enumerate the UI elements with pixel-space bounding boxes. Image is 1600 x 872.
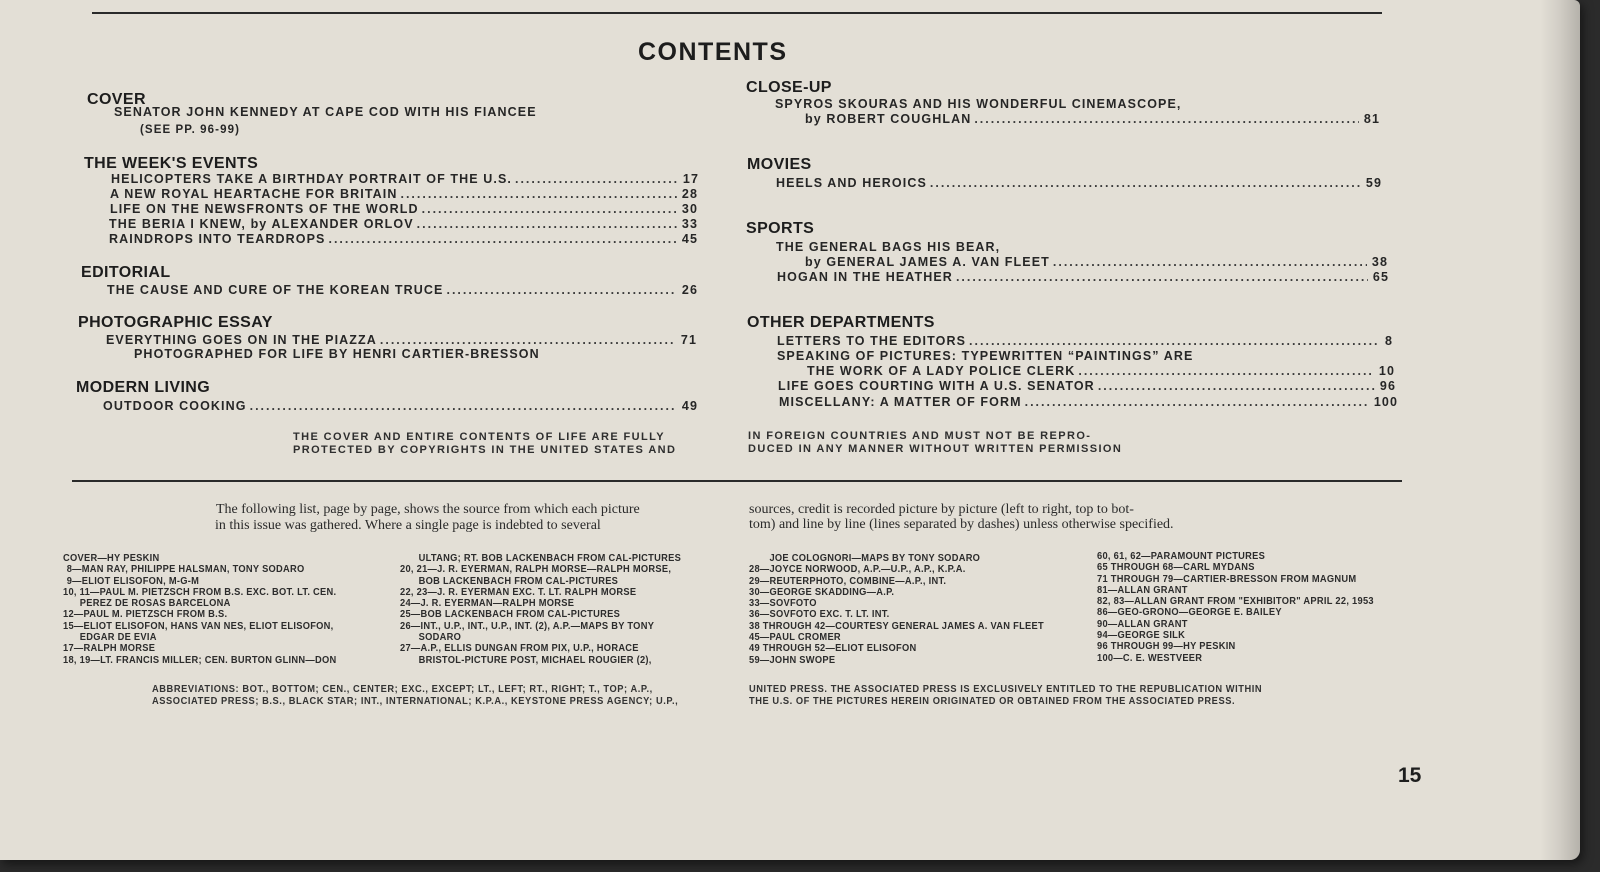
toc-entry-label: HOGAN IN THE HEATHER	[777, 270, 953, 284]
toc-entry[interactable]	[777, 334, 1393, 348]
toc-entry-page: 38	[1371, 255, 1388, 269]
toc-entry[interactable]	[110, 202, 698, 216]
toc-entry[interactable]	[107, 283, 698, 297]
page-spine-shadow	[1540, 0, 1580, 860]
credit-line: 100—C. E. WESTVEER	[1097, 652, 1203, 664]
credit-line: 49 THROUGH 52—ELIOT ELISOFON	[749, 643, 917, 655]
credit-line: 25—BOB LACKENBACH FROM CAL-PICTURES	[400, 609, 621, 621]
credit-line: 22, 23—J. R. EYERMAN EXC. T. LT. RALPH MORSE	[400, 586, 637, 598]
cover-line-1: SENATOR JOHN KENNEDY AT CAPE COD WITH HIS FIANCEE	[114, 105, 537, 119]
section-heading-movies: MOVIES	[747, 156, 812, 173]
leader-dots	[400, 187, 676, 201]
toc-entry[interactable]	[777, 270, 1389, 284]
credits-intro-right-2: tom) and line by line (lines separated by dashes) unless otherwise specified.	[749, 517, 1174, 532]
toc-entry-label: THE WORK OF A LADY POLICE CLERK	[807, 364, 1076, 378]
top-rule	[92, 12, 1382, 14]
credit-line: 45—PAUL CROMER	[749, 632, 841, 644]
copyright-notice-left-1: THE COVER AND ENTIRE CONTENTS OF LIFE ARE FULLY	[293, 431, 665, 443]
credit-line: BRISTOL-PICTURE POST, MICHAEL ROUGIER (2),	[418, 654, 652, 666]
toc-entry-page: 10	[1378, 364, 1395, 378]
credit-line: 82, 83—ALLAN GRANT FROM "EXHIBITOR" APRIL 22, 1953	[1097, 596, 1374, 608]
toc-entry-page: 65	[1372, 270, 1389, 284]
toc-entry-page: 45	[681, 232, 698, 246]
page-title: CONTENTS	[638, 38, 788, 66]
leader-dots	[515, 172, 678, 186]
credit-line: 36—SOVFOTO EXC. T. LT. INT.	[749, 609, 890, 621]
toc-entry[interactable]	[106, 333, 697, 347]
section-heading-other-departments: OTHER DEPARTMENTS	[747, 314, 935, 331]
speaking-of-pictures-line-1: SPEAKING OF PICTURES: TYPEWRITTEN “PAINTINGS” ARE	[777, 349, 1194, 363]
abbreviations-left-1: ABBREVIATIONS: BOT., BOTTOM; CEN., CENTER; EXC., EXCEPT; LT., LEFT; RT., RIGHT; T., TOP; A.P.,	[152, 684, 653, 695]
toc-entry-page: 8	[1384, 334, 1393, 348]
toc-entry-label: EVERYTHING GOES ON IN THE PIAZZA	[106, 333, 377, 347]
copyright-notice-left-2: PROTECTED BY COPYRIGHTS IN THE UNITED STATES AND	[293, 444, 677, 456]
leader-dots	[250, 399, 677, 413]
credits-intro-right-1: sources, credit is recorded picture by picture (left to right, top to bot-	[749, 502, 1134, 517]
leader-dots	[930, 176, 1361, 190]
leader-dots	[1053, 255, 1367, 269]
toc-entry-label: HEELS AND HEROICS	[776, 176, 927, 190]
toc-entry[interactable]	[779, 395, 1398, 409]
toc-entry-page: 96	[1379, 379, 1396, 393]
abbreviations-right-2: THE U.S. OF THE PICTURES HEREIN ORIGINATED OR OBTAINED FROM THE ASSOCIATED PRESS.	[749, 696, 1236, 707]
toc-entry-label: RAINDROPS INTO TEARDROPS	[109, 232, 326, 246]
credit-line: 12—PAUL M. PIETZSCH FROM B.S.	[63, 609, 228, 621]
toc-entry-label: MISCELLANY: A MATTER OF FORM	[779, 395, 1022, 409]
toc-entry-label: A NEW ROYAL HEARTACHE FOR BRITAIN	[110, 187, 398, 201]
sports-line-1: THE GENERAL BAGS HIS BEAR,	[776, 240, 1001, 254]
credit-line: 29—REUTERPHOTO, COMBINE—A.P., INT.	[749, 575, 947, 587]
toc-entry-label: OUTDOOR COOKING	[103, 399, 247, 413]
credit-line: SODARO	[418, 632, 462, 644]
section-heading-sports: SPORTS	[746, 220, 815, 237]
toc-entry-label: LETTERS TO THE EDITORS	[777, 334, 967, 348]
toc-entry[interactable]	[109, 232, 698, 246]
toc-entry-page: 26	[681, 283, 698, 297]
credit-line: 86—GEO-GRONO—GEORGE E. BAILEY	[1097, 607, 1282, 619]
toc-entry-page: 17	[682, 172, 699, 186]
toc-entry-page: 81	[1363, 112, 1380, 126]
toc-entry-label: LIFE ON THE NEWSFRONTS OF THE WORLD	[110, 202, 419, 216]
credit-line: 9—ELIOT ELISOFON, M-G-M	[66, 575, 200, 587]
section-heading-weeks-events: THE WEEK'S EVENTS	[84, 155, 259, 172]
toc-entry-label: LIFE GOES COURTING WITH A U.S. SENATOR	[778, 379, 1095, 393]
toc-entry[interactable]	[778, 379, 1396, 393]
leader-dots	[417, 217, 677, 231]
credit-line: BOB LACKENBACH FROM CAL-PICTURES	[418, 575, 619, 587]
toc-entry-label: THE BERIA I KNEW, by ALEXANDER ORLOV	[109, 217, 414, 231]
photo-essay-credit: PHOTOGRAPHED FOR LIFE BY HENRI CARTIER-BRESSON	[134, 347, 540, 361]
credit-line: PEREZ DE ROSAS BARCELONA	[79, 598, 231, 610]
toc-entry[interactable]	[103, 399, 698, 413]
credit-line: 26—INT., U.P., INT., U.P., INT. (2), A.P.—MAPS BY TONY	[400, 620, 655, 632]
credit-line: 24—J. R. EYERMAN—RALPH MORSE	[400, 598, 575, 610]
credit-line: 30—GEORGE SKADDING—A.P.	[749, 586, 895, 598]
leader-dots	[422, 202, 677, 216]
credit-line: 15—ELIOT ELISOFON, HANS VAN NES, ELIOT ELISOFON,	[63, 620, 334, 632]
credits-column-4	[1097, 551, 1374, 664]
section-heading-close-up: CLOSE-UP	[746, 79, 832, 96]
abbreviations-right-1: UNITED PRESS. THE ASSOCIATED PRESS IS EXCLUSIVELY ENTITLED TO THE REPUBLICATION WITHIN	[749, 684, 1263, 695]
leader-dots	[969, 334, 1380, 348]
toc-entry-page: 59	[1365, 176, 1382, 190]
toc-entry[interactable]	[110, 187, 698, 201]
credit-line: 90—ALLAN GRANT	[1097, 618, 1188, 630]
leader-dots	[956, 270, 1368, 284]
section-heading-modern-living: MODERN LIVING	[76, 379, 211, 396]
copyright-notice-right-2: DUCED IN ANY MANNER WITHOUT WRITTEN PERMISSION	[748, 443, 1123, 455]
cover-line-2: (SEE PP. 96-99)	[140, 124, 241, 136]
credit-line: 81—ALLAN GRANT	[1097, 584, 1188, 596]
toc-entry-label: THE CAUSE AND CURE OF THE KOREAN TRUCE	[107, 283, 444, 297]
section-heading-photographic-essay: PHOTOGRAPHIC ESSAY	[78, 314, 273, 331]
close-up-line-1: SPYROS SKOURAS AND HIS WONDERFUL CINEMASCOPE,	[775, 97, 1182, 111]
credit-line: 10, 11—PAUL M. PIETZSCH FROM B.S. EXC. BOT. LT. CEN.	[63, 586, 337, 598]
credit-line: 65 THROUGH 68—CARL MYDANS	[1097, 562, 1255, 574]
toc-entry-page: 49	[681, 399, 698, 413]
toc-entry[interactable]	[805, 255, 1388, 269]
leader-dots	[1078, 364, 1374, 378]
credit-line: 18, 19—LT. FRANCIS MILLER; CEN. BURTON GLINN—DON	[63, 654, 337, 666]
credit-line: 71 THROUGH 79—CARTIER-BRESSON FROM MAGNUM	[1097, 573, 1357, 585]
credit-line: ULTANG; RT. BOB LACKENBACH FROM CAL-PICTURES	[418, 553, 682, 564]
credit-line: 8—MAN RAY, PHILIPPE HALSMAN, TONY SODARO	[66, 564, 305, 576]
credit-line: 94—GEORGE SILK	[1097, 630, 1186, 642]
copyright-notice-right-1: IN FOREIGN COUNTRIES AND MUST NOT BE REPRO-	[748, 430, 1092, 442]
credit-line: 20, 21—J. R. EYERMAN, RALPH MORSE—RALPH MORSE,	[400, 564, 672, 576]
toc-entry-page: 71	[680, 333, 697, 347]
toc-entry[interactable]	[109, 217, 698, 231]
credit-line: 28—JOYCE NORWOOD, A.P.—U.P., A.P., K.P.A.	[749, 564, 966, 576]
credit-line: 59—JOHN SWOPE	[749, 654, 836, 666]
credits-column-1	[63, 553, 336, 666]
toc-entry[interactable]	[807, 364, 1395, 378]
credit-line: COVER—HY PESKIN	[63, 553, 160, 564]
section-heading-cover: COVER	[87, 91, 146, 108]
toc-entry-label: by GENERAL JAMES A. VAN FLEET	[805, 255, 1050, 269]
middle-rule	[72, 480, 1402, 482]
toc-entry-page: 33	[681, 217, 698, 231]
credits-column-2	[400, 553, 681, 666]
credit-line: EDGAR DE EVIA	[79, 632, 157, 644]
credits-column-3	[749, 553, 1044, 666]
credit-line: 33—SOVFOTO	[749, 598, 817, 610]
toc-entry-page: 100	[1373, 395, 1398, 409]
toc-entry-page: 30	[681, 202, 698, 216]
toc-entry-label: by ROBERT COUGHLAN	[805, 112, 972, 126]
abbreviations-left-2: ASSOCIATED PRESS; B.S., BLACK STAR; INT., INTERNATIONAL; K.P.A., KEYSTONE PRESS AGENCY; U.P.,	[152, 696, 679, 707]
credit-line: JOE COLOGNORI—MAPS BY TONY SODARO	[769, 553, 981, 564]
toc-entry-page: 28	[681, 187, 698, 201]
leader-dots	[974, 112, 1359, 126]
credit-line: 17—RALPH MORSE	[63, 643, 156, 655]
credit-line: 27—A.P., ELLIS DUNGAN FROM PIX, U.P., HORACE	[400, 643, 639, 655]
leader-dots	[1098, 379, 1375, 393]
section-heading-editorial: EDITORIAL	[81, 264, 171, 281]
toc-entry[interactable]	[111, 172, 699, 186]
leader-dots	[1025, 395, 1369, 409]
credit-line: 96 THROUGH 99—HY PESKIN	[1097, 641, 1236, 653]
credits-intro-left-1: The following list, page by page, shows the source from which each picture	[216, 502, 640, 517]
credits-intro-left-2: in this issue was gathered. Where a single page is indebted to several	[215, 518, 601, 533]
toc-entry[interactable]	[805, 112, 1380, 126]
credit-line: 60, 61, 62—PARAMOUNT PICTURES	[1097, 551, 1266, 562]
leader-dots	[380, 333, 676, 347]
toc-entry[interactable]	[776, 176, 1382, 190]
leader-dots	[446, 283, 676, 297]
leader-dots	[328, 232, 676, 246]
page-number: 15	[1398, 764, 1422, 787]
credit-line: 38 THROUGH 42—COURTESY GENERAL JAMES A. VAN FLEET	[749, 620, 1044, 632]
toc-entry-label: HELICOPTERS TAKE A BIRTHDAY PORTRAIT OF THE U.S.	[111, 172, 512, 186]
